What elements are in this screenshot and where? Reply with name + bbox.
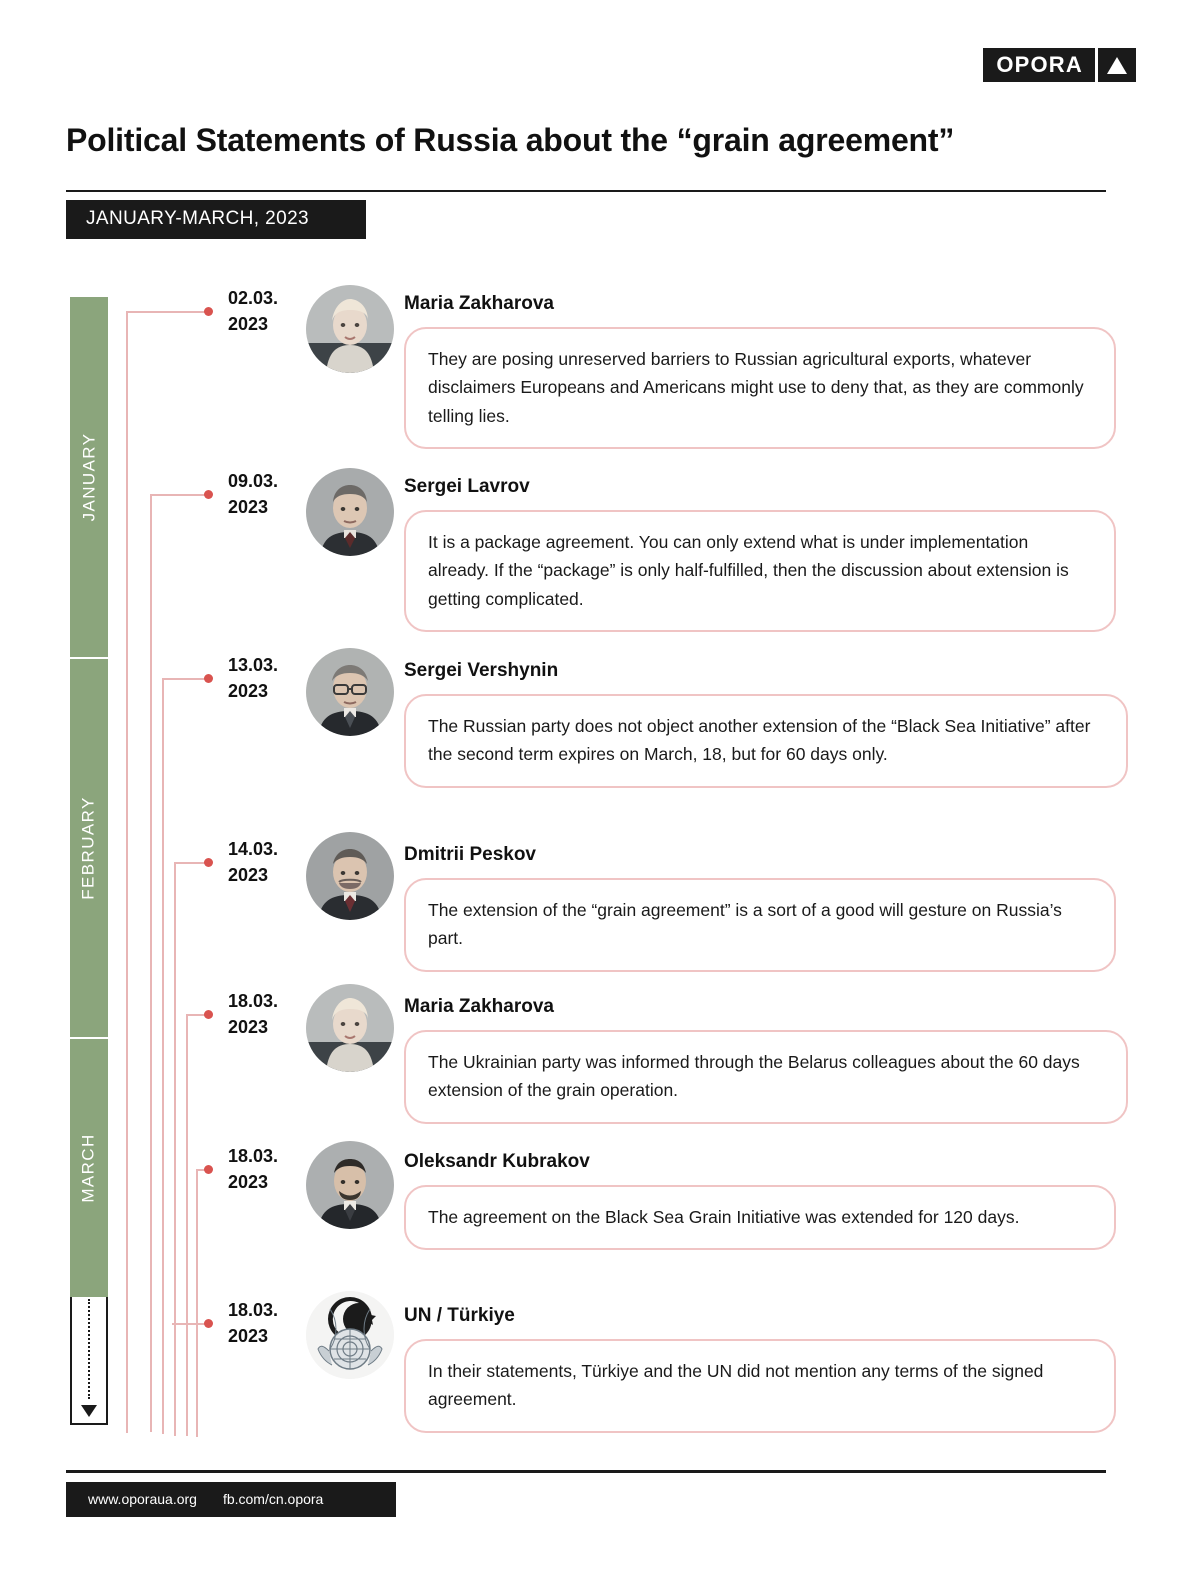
entry-person-6: Oleksandr Kubrakov	[404, 1151, 590, 1172]
period-badge: JANUARY-MARCH, 2023	[66, 200, 366, 239]
timeline-dot-3	[204, 674, 213, 683]
logo-wordmark: OPORA	[983, 48, 1095, 82]
page-title: Political Statements of Russia about the “grain agreement”	[66, 122, 955, 158]
timeline-arrow-tail	[70, 1297, 108, 1425]
footer-bar	[66, 1482, 396, 1517]
month-january	[70, 297, 108, 657]
entry-quote-1: They are posing unreserved barriers to Russian agricultural exports, whatever disclaimers Europeans and Americans might use to deny that, as they are commonly telling lies.	[404, 327, 1116, 449]
entry-date-5: 18.03. 2023	[228, 991, 279, 1038]
entry-date-6: 18.03. 2023	[228, 1146, 279, 1193]
entry-date-2: 09.03. 2023	[228, 471, 279, 518]
timeline-dot-4	[204, 858, 213, 867]
timeline-dot-6	[204, 1165, 213, 1174]
portrait-dmitrii-peskov-4	[306, 832, 394, 920]
timeline-dot-5	[204, 1010, 213, 1019]
entry-date-4: 14.03. 2023	[228, 839, 279, 886]
entry-quote-6: The agreement on the Black Sea Grain Initiative was extended for 120 days.	[404, 1185, 1116, 1250]
footer-divider	[66, 1470, 1106, 1473]
entry-person-2: Sergei Lavrov	[404, 476, 530, 497]
entry-quote-7: In their statements, Türkiye and the UN did not mention any terms of the signed agreement.	[404, 1339, 1116, 1433]
entry-quote-5: The Ukrainian party was informed through the Belarus colleagues about the 60 days extension of the grain operation.	[404, 1030, 1128, 1124]
entry-quote-3: The Russian party does not object another extension of the “Black Sea Initiative” after the second term expires on March, 18, but for 60 days only.	[404, 694, 1128, 788]
entry-quote-4: The extension of the “grain agreement” is a sort of a good will gesture on Russia’s part.	[404, 878, 1116, 972]
timeline-dot-7	[204, 1319, 213, 1328]
portrait-maria-zakharova-5	[306, 984, 394, 1072]
entry-person-1: Maria Zakharova	[404, 293, 554, 314]
entry-date-1: 02.03. 2023	[228, 288, 279, 335]
timeline-dot-2	[204, 490, 213, 499]
portrait-sergei-lavrov-2	[306, 468, 394, 556]
entry-quote-2: It is a package agreement. You can only extend what is under implementation already. If the “package” is only half-fulfilled, then the discussion about extension is getting complicated.	[404, 510, 1116, 632]
entry-date-3: 13.03. 2023	[228, 655, 279, 702]
months-rail	[70, 297, 108, 1297]
entry-person-3: Sergei Vershynin	[404, 660, 559, 681]
title-divider	[66, 190, 1106, 192]
emblem-un-turkiye-7	[306, 1291, 394, 1379]
footer-facebook[interactable]: fb.com/cn.opora	[222, 1491, 324, 1507]
portrait-sergei-vershynin-3	[306, 648, 394, 736]
timeline-dot-1	[204, 307, 213, 316]
entry-person-7: UN / Türkiye	[404, 1305, 515, 1326]
portrait-oleksandr-kubrakov-6	[306, 1141, 394, 1229]
month-february-label: FEBRUARY	[79, 796, 98, 900]
month-february	[70, 659, 108, 1037]
entry-person-5: Maria Zakharova	[404, 996, 554, 1017]
month-march-label: MARCH	[79, 1133, 98, 1203]
month-january-label: JANUARY	[79, 432, 98, 522]
portrait-maria-zakharova-1	[306, 285, 394, 373]
entry-person-4: Dmitrii Peskov	[404, 844, 536, 865]
month-march	[70, 1039, 108, 1297]
opora-logo	[983, 48, 1136, 82]
arrow-down-icon	[81, 1405, 97, 1417]
entry-date-7: 18.03. 2023	[228, 1300, 279, 1347]
triangle-up-icon	[1098, 48, 1136, 82]
footer-website[interactable]: www.oporaua.org	[88, 1491, 197, 1507]
